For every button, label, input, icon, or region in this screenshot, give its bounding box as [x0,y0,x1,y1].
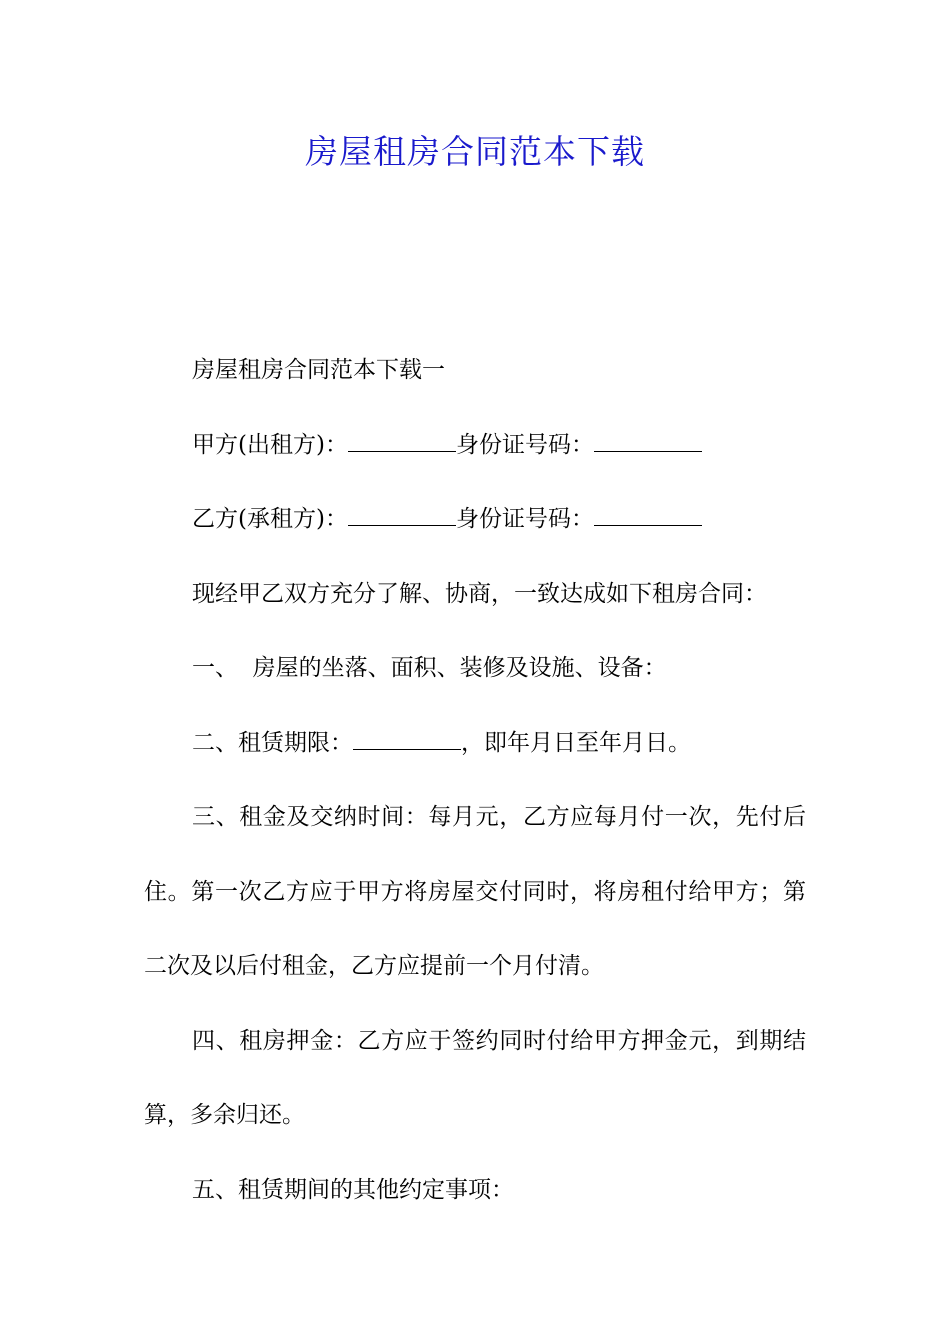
clause-2-label: 二、租赁期限： [192,729,353,756]
clause-3: 三、租金及交纳时间：每月元，乙方应每月付一次，先付后住。第一次乙方应于甲方将房屋交付同时，将房租付给甲方；第二次及以后付租金，乙方应提前一个月付清。 [144,804,806,979]
clause-5: 五、租赁期间的其他约定事项： [192,1176,514,1203]
clause-1: 一、 房屋的坐落、面积、装修及设施、设备： [192,655,667,681]
contract-intro: 现经甲乙双方充分了解、协商，一致达成如下租房合同： [192,580,767,607]
party-b-id-blank [594,507,702,526]
clause-4: 四、租房押金：乙方应于签约同时付给甲方押金元，到期结算，多余归还。 [144,1027,806,1128]
party-a-name-blank [348,433,456,452]
party-b-id-label: 身份证号码： [455,506,594,532]
document-body [144,333,806,1227]
party-b-label: 乙方(承租方)： [192,506,348,532]
contract-subtitle: 房屋租房合同范本下载一 [192,357,445,383]
party-a-id-blank [594,433,702,452]
clause-2-rest: ，即年月日至年月日。 [461,729,691,756]
clause-2 [144,706,806,781]
lease-term-blank [353,731,461,750]
party-a-id-label: 身份证号码： [455,431,594,458]
party-a-label: 甲方(出租方)： [192,431,348,458]
document-title: 房屋租房合同范本下载 [305,132,645,171]
party-a-line [144,408,806,483]
party-b-line [144,482,806,557]
party-b-name-blank [348,507,456,526]
